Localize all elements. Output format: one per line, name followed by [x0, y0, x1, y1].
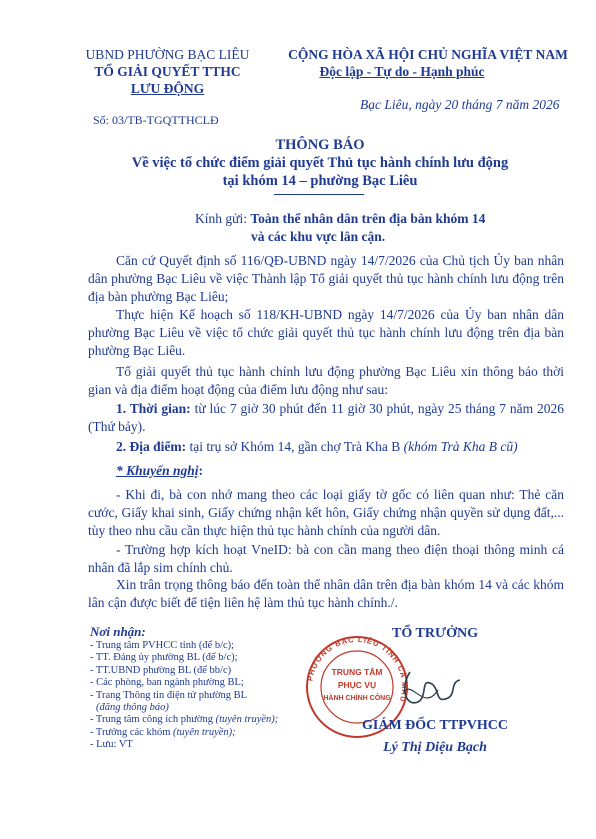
advice-label: * Khuyến nghị — [116, 463, 199, 478]
recipient-item: - TT. Đảng ủy phường BL (để b/c); — [90, 652, 238, 664]
place-date: Bạc Liêu, ngày 20 tháng 7 năm 2026 — [360, 97, 560, 112]
recipient-item: - Trưởng các khóm (tuyên truyền); — [90, 726, 236, 738]
time-item — [88, 400, 564, 436]
signer-role: TỔ TRƯỞNG — [392, 626, 478, 641]
recipients-heading: Nơi nhận: — [90, 624, 146, 639]
seal-center-line3: HÀNH CHÍNH CÔNG — [323, 695, 391, 702]
handwritten-signature — [405, 672, 460, 703]
location-item — [88, 438, 564, 456]
title-line2: tại khóm 14 – phường Bạc Liêu — [222, 173, 418, 189]
seal-center-line1: TRUNG TÂM — [331, 667, 383, 677]
seal-ring-text: PHƯỜNG BẠC LIÊU TỈNH CÀ MAU — [305, 634, 410, 704]
signer-position: GIÁM ĐỐC TTPVHCC — [362, 718, 508, 733]
signer-name: Lý Thị Diệu Bạch — [383, 740, 487, 755]
closing-paragraph: Xin trân trọng thông báo đến toàn thể nhân dân trên địa bàn khóm 14 và các khóm lân cận được biết để tiện liên hệ làm thủ tục hành chính./. — [88, 577, 564, 610]
recipient-item: - Trung tâm công ích phường (tuyên truyền); — [90, 714, 279, 726]
agency-line2: TỔ GIẢI QUYẾT TTHC — [94, 64, 241, 79]
plan-paragraph: Thực hiện Kế hoạch số 118/KH-UBND ngày 14/7/2026 của Ủy ban nhân dân phường Bạc Liêu về việc tổ chức giải quyết thủ tục hành chính lưu động trên địa bàn phường Bạc Liêu. — [88, 307, 564, 358]
salutation — [195, 210, 575, 246]
agency-line1: UBND PHƯỜNG BẠC LIÊU — [85, 47, 250, 62]
basis-paragraph: Căn cứ Quyết định số 116/QĐ-UBND ngày 14/7/2026 của Chủ tịch Ủy ban nhân dân phường Bạc Liêu về việc Thành lập Tổ giải quyết thủ tục hành chính lưu động trên địa bàn phường Bạc Liêu; — [88, 253, 564, 304]
national-title: CỘNG HÒA XÃ HỘI CHỦ NGHĨA VIỆT NAM — [288, 47, 568, 62]
recipient-item: - Trang Thông tin điện tử phường BL — [90, 689, 248, 701]
seal-center-line2: PHỤC VỤ — [337, 680, 377, 690]
recipient-item: - Các phòng, ban ngành phường BL; — [90, 677, 244, 689]
national-motto: Độc lập - Tự do - Hạnh phúc — [319, 64, 485, 79]
advice-vneid: - Trường hợp kích hoạt VneID: bà con cần mang theo điện thoại thông minh cá nhân đã lắp sim chính chủ. — [88, 542, 564, 575]
issuing-agency — [60, 46, 275, 97]
agency-line3: LƯU ĐỘNG — [130, 81, 205, 96]
time-label: 1. Thời gian: — [116, 401, 191, 416]
location-text: tại trụ sở Khóm 14, gần chợ Trà Kha B — [186, 439, 404, 454]
title-underline — [274, 194, 364, 195]
document-type: THÔNG BÁO — [275, 137, 365, 153]
location-note: (khóm Trà Kha B cũ) — [403, 439, 518, 454]
salutation-line1: Toàn thể nhân dân trên địa bàn khóm 14 — [250, 211, 486, 226]
advice-colon: : — [198, 463, 204, 478]
announcement-paragraph: Tổ giải quyết thủ tục hành chính lưu động phường Bạc Liêu xin thông báo thời gian và địa điểm hoạt động của điểm lưu động như sau: — [88, 364, 564, 397]
salutation-line2: và các khu vực lân cận. — [251, 229, 386, 244]
time-text: từ lúc 7 giờ 30 phút đến 11 giờ 30 phút, ngày 25 tháng 7 năm 2026 (Thứ bảy). — [88, 401, 565, 434]
advice-heading — [88, 462, 564, 480]
recipient-item: - Lưu: VT — [90, 739, 133, 751]
recipient-item-note: (đăng thông báo) — [96, 702, 169, 714]
advice-documents: - Khi đi, bà con nhớ mang theo các loại giấy tờ gốc có liên quan như: Thẻ căn cước, Giấy khai sinh, Giấy chứng nhận kết hôn, Giấy chứng nhận quyền sử dụng đất,... tùy theo nhu cầu cần thực hiện thủ tục hành chính của người dân. — [88, 487, 564, 538]
recipient-item: - Trung tâm PVHCC tỉnh (để b/c); — [90, 640, 235, 651]
location-label: 2. Địa điểm: — [116, 439, 187, 454]
document-title — [60, 136, 580, 190]
document-number: Số: 03/TB-TGQTTHCLĐ — [93, 113, 219, 127]
recipient-item: - TT.UBND phường BL (để bb/c) — [90, 664, 232, 676]
salutation-label: Kính gửi: — [195, 211, 251, 226]
title-line1: Về việc tổ chức điểm giải quyết Thủ tục hành chính lưu động — [131, 155, 509, 171]
